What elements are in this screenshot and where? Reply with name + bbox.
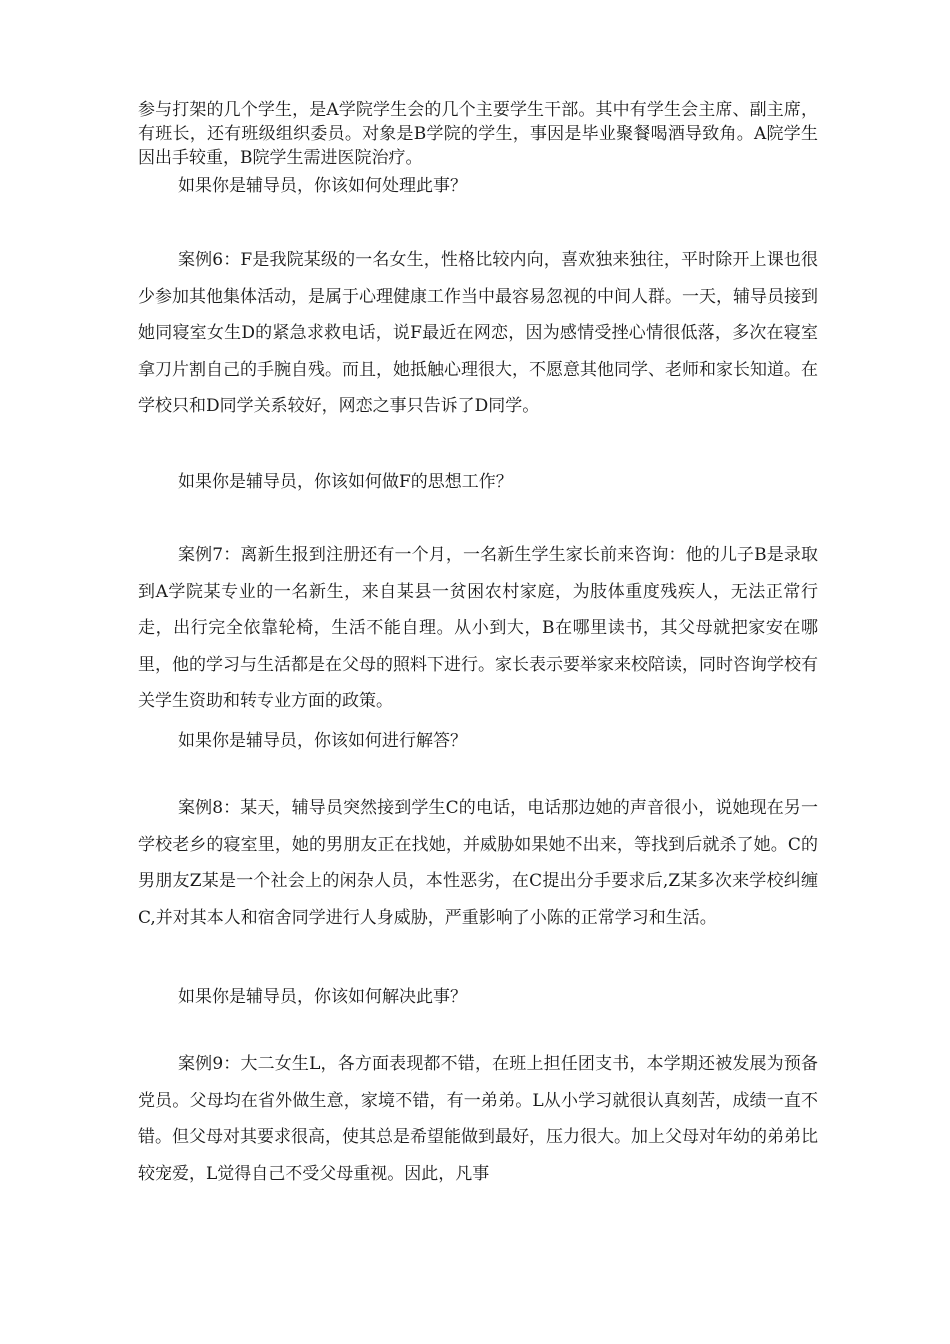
- case-6-question: 如果你是辅导员，你该如何做F的思想工作？: [178, 472, 513, 492]
- case-8-paragraph: 案例8：某天，辅导员突然接到学生C的电话，电话那边她的声音很小，说她现在另一学校老乡的寝室里，她的男朋友正在找她，并威胁如果她不出来，等找到后就杀了她。C的男朋友Z某是一个社会上的闲杂人员，本性恶劣，在C提出分手要求后,Z某多次来学校纠缠C,并对其本人和宿舍同学进行人身威胁，严重影响了小陈的正常学习和生活。: [138, 798, 818, 928]
- intro-block: [138, 98, 818, 170]
- case-9-paragraph: 案例9：大二女生L，各方面表现都不错，在班上担任团支书，本学期还被发展为预备党员。父母均在省外做生意，家境不错，有一弟弟。L从小学习就很认真刻苦，成绩一直不错。但父母对其要求很高，使其总是希望能做到最好，压力很大。加上父母对年幼的弟弟比较宠爱，L觉得自己不受父母重视。因此，凡事: [138, 1054, 818, 1184]
- case-8-question: 如果你是辅导员，你该如何解决此事？: [178, 987, 467, 1007]
- case-7-question: 如果你是辅导员，你该如何进行解答？: [178, 731, 467, 751]
- intro-question: 如果你是辅导员，你该如何处理此事？: [178, 176, 467, 196]
- case-7-paragraph: 案例7：离新生报到注册还有一个月，一名新生学生家长前来咨询：他的儿子B是录取到A学院某专业的一名新生，来自某县一贫困农村家庭，为肢体重度残疾人，无法正常行走，出行完全依靠轮椅，生活不能自理。从小到大，B在哪里读书，其父母就把家安在哪里，他的学习与生活都是在父母的照料下进行。家长表示要举家来校陪读，同时咨询学校有关学生资助和转专业方面的政策。: [138, 545, 818, 711]
- intro-paragraph: 参与打架的几个学生，是A学院学生会的几个主要学生干部。其中有学生会主席、副主席，有班长，还有班级组织委员。对象是B学院的学生，事因是毕业聚餐喝酒导致角。A院学生因出手较重，B院学生需进医院治疗。: [138, 100, 818, 168]
- case-6-paragraph: 案例6：F是我院某级的一名女生，性格比较内向，喜欢独来独往，平时除开上课也很少参加其他集体活动，是属于心理健康工作当中最容易忽视的中间人群。一天，辅导员接到她同寝室女生D的紧急求救电话，说F最近在网恋，因为感情受挫心情很低落，多次在寝室拿刀片割自己的手腕自残。而且，她抵触心理很大，不愿意其他同学、老师和家长知道。在学校只和D同学关系较好，网恋之事只告诉了D同学。: [138, 250, 818, 416]
